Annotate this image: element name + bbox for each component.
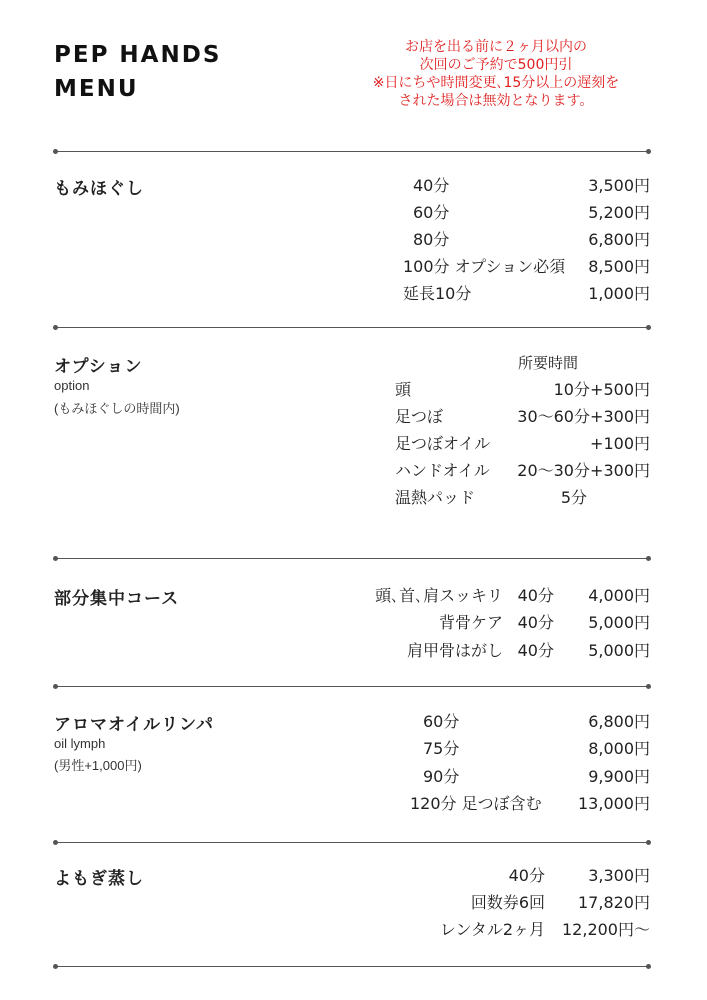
option-time: 30〜60分: [517, 407, 590, 426]
divider: [55, 966, 649, 967]
menu-price: 8,000円: [588, 739, 650, 758]
menu-row: [400, 862, 650, 889]
divider: [55, 842, 649, 843]
menu-row: [400, 199, 650, 226]
menu-time: 75分: [423, 739, 460, 758]
menu-price: 17,820円: [578, 893, 650, 912]
option-name: ハンドオイル: [395, 461, 490, 480]
menu-time: 120分 足つぼ含む: [410, 794, 542, 813]
notice-line: 次回のご予約で500円引: [419, 57, 573, 73]
option-time: 20〜30分: [517, 461, 590, 480]
divider: [55, 558, 649, 559]
section-title-partial-course: 部分集中コース: [54, 589, 180, 609]
menu-price: 13,000円: [578, 794, 650, 813]
menu-row: [400, 916, 650, 943]
menu-row: [405, 735, 650, 762]
option-time: 10分: [553, 380, 590, 399]
notice-line: お店を出る前に２ヶ月以内の: [405, 39, 587, 55]
option-price: +500円: [590, 380, 650, 399]
menu-price: 9,900円: [588, 767, 650, 786]
option-price: +300円: [590, 461, 650, 480]
menu-item: 40分: [508, 866, 545, 885]
menu-row: [400, 280, 650, 307]
section-title-option: オプション: [54, 357, 143, 377]
course-time: 40分: [517, 613, 554, 632]
menu-item: 回数券6回: [470, 893, 545, 912]
menu-price: 6,800円: [588, 230, 650, 249]
page-title: [54, 38, 221, 106]
menu-price: 12,200円〜: [562, 920, 650, 939]
section-subtitle: oil lymph: [54, 736, 106, 751]
discount-notice: [340, 38, 652, 110]
menu-time: 80分: [413, 230, 450, 249]
course-price: 5,000円: [588, 641, 650, 660]
menu-time: 60分: [423, 712, 460, 731]
option-price: +100円: [590, 434, 650, 453]
course-row: [330, 609, 650, 636]
course-row: [330, 637, 650, 664]
course-time: 40分: [517, 586, 554, 605]
course-time: 40分: [517, 641, 554, 660]
option-row: [395, 484, 650, 511]
menu-row: [400, 172, 650, 199]
title-line-1: PEP HANDS: [54, 42, 222, 68]
menu-price: 8,500円: [588, 257, 650, 276]
menu-price: 5,200円: [588, 203, 650, 222]
section-title-aroma: アロマオイルリンパ: [54, 715, 214, 735]
course-name: 背骨ケア: [438, 613, 503, 632]
course-row: [330, 582, 650, 609]
divider: [55, 686, 649, 687]
menu-row: [405, 763, 650, 790]
menu-price: 1,000円: [588, 284, 650, 303]
notice-line: ※日にちや時間変更､15分以上の遅刻を: [372, 75, 620, 91]
section-title-momihogushi: もみほぐし: [54, 179, 144, 199]
section-title-yomogi: よもぎ蒸し: [54, 869, 144, 889]
section-note: (男性+1,000円): [54, 758, 142, 773]
option-row: [395, 376, 650, 403]
section-note: (もみほぐしの時間内): [54, 401, 180, 416]
menu-row: [405, 708, 650, 735]
divider: [55, 151, 649, 152]
option-row: [395, 403, 650, 430]
menu-time: 40分: [413, 176, 450, 195]
title-line-2: MENU: [54, 76, 139, 102]
menu-time: 60分: [413, 203, 450, 222]
option-row: [395, 457, 650, 484]
option-time: 5分: [560, 488, 587, 507]
menu-price: 3,300円: [588, 866, 650, 885]
option-name: 温熱パッド: [395, 488, 476, 507]
menu-row: [405, 790, 650, 817]
menu-price: 6,800円: [588, 712, 650, 731]
menu-row: [400, 253, 650, 280]
course-name: 肩甲骨はがし: [406, 641, 503, 660]
section-subtitle: option: [54, 378, 90, 393]
notice-line: された場合は無効となります。: [398, 93, 594, 109]
course-name: 頭､首､肩スッキリ: [375, 586, 503, 605]
option-name: 頭: [395, 380, 412, 399]
menu-time: 90分: [423, 767, 460, 786]
option-price: +300円: [590, 407, 650, 426]
option-row: [395, 430, 650, 457]
menu-time: 100分 オプション必須: [403, 257, 566, 276]
time-header: 所要時間: [518, 354, 579, 372]
menu-row: [400, 889, 650, 916]
divider: [55, 327, 649, 328]
menu-item: レンタル2ヶ月: [439, 920, 545, 939]
course-price: 5,000円: [588, 613, 650, 632]
menu-price: 3,500円: [588, 176, 650, 195]
menu-time: 延長10分: [403, 284, 472, 303]
option-name: 足つぼオイル: [395, 434, 491, 453]
option-name: 足つぼ: [395, 407, 444, 426]
menu-row: [400, 226, 650, 253]
course-price: 4,000円: [588, 586, 650, 605]
